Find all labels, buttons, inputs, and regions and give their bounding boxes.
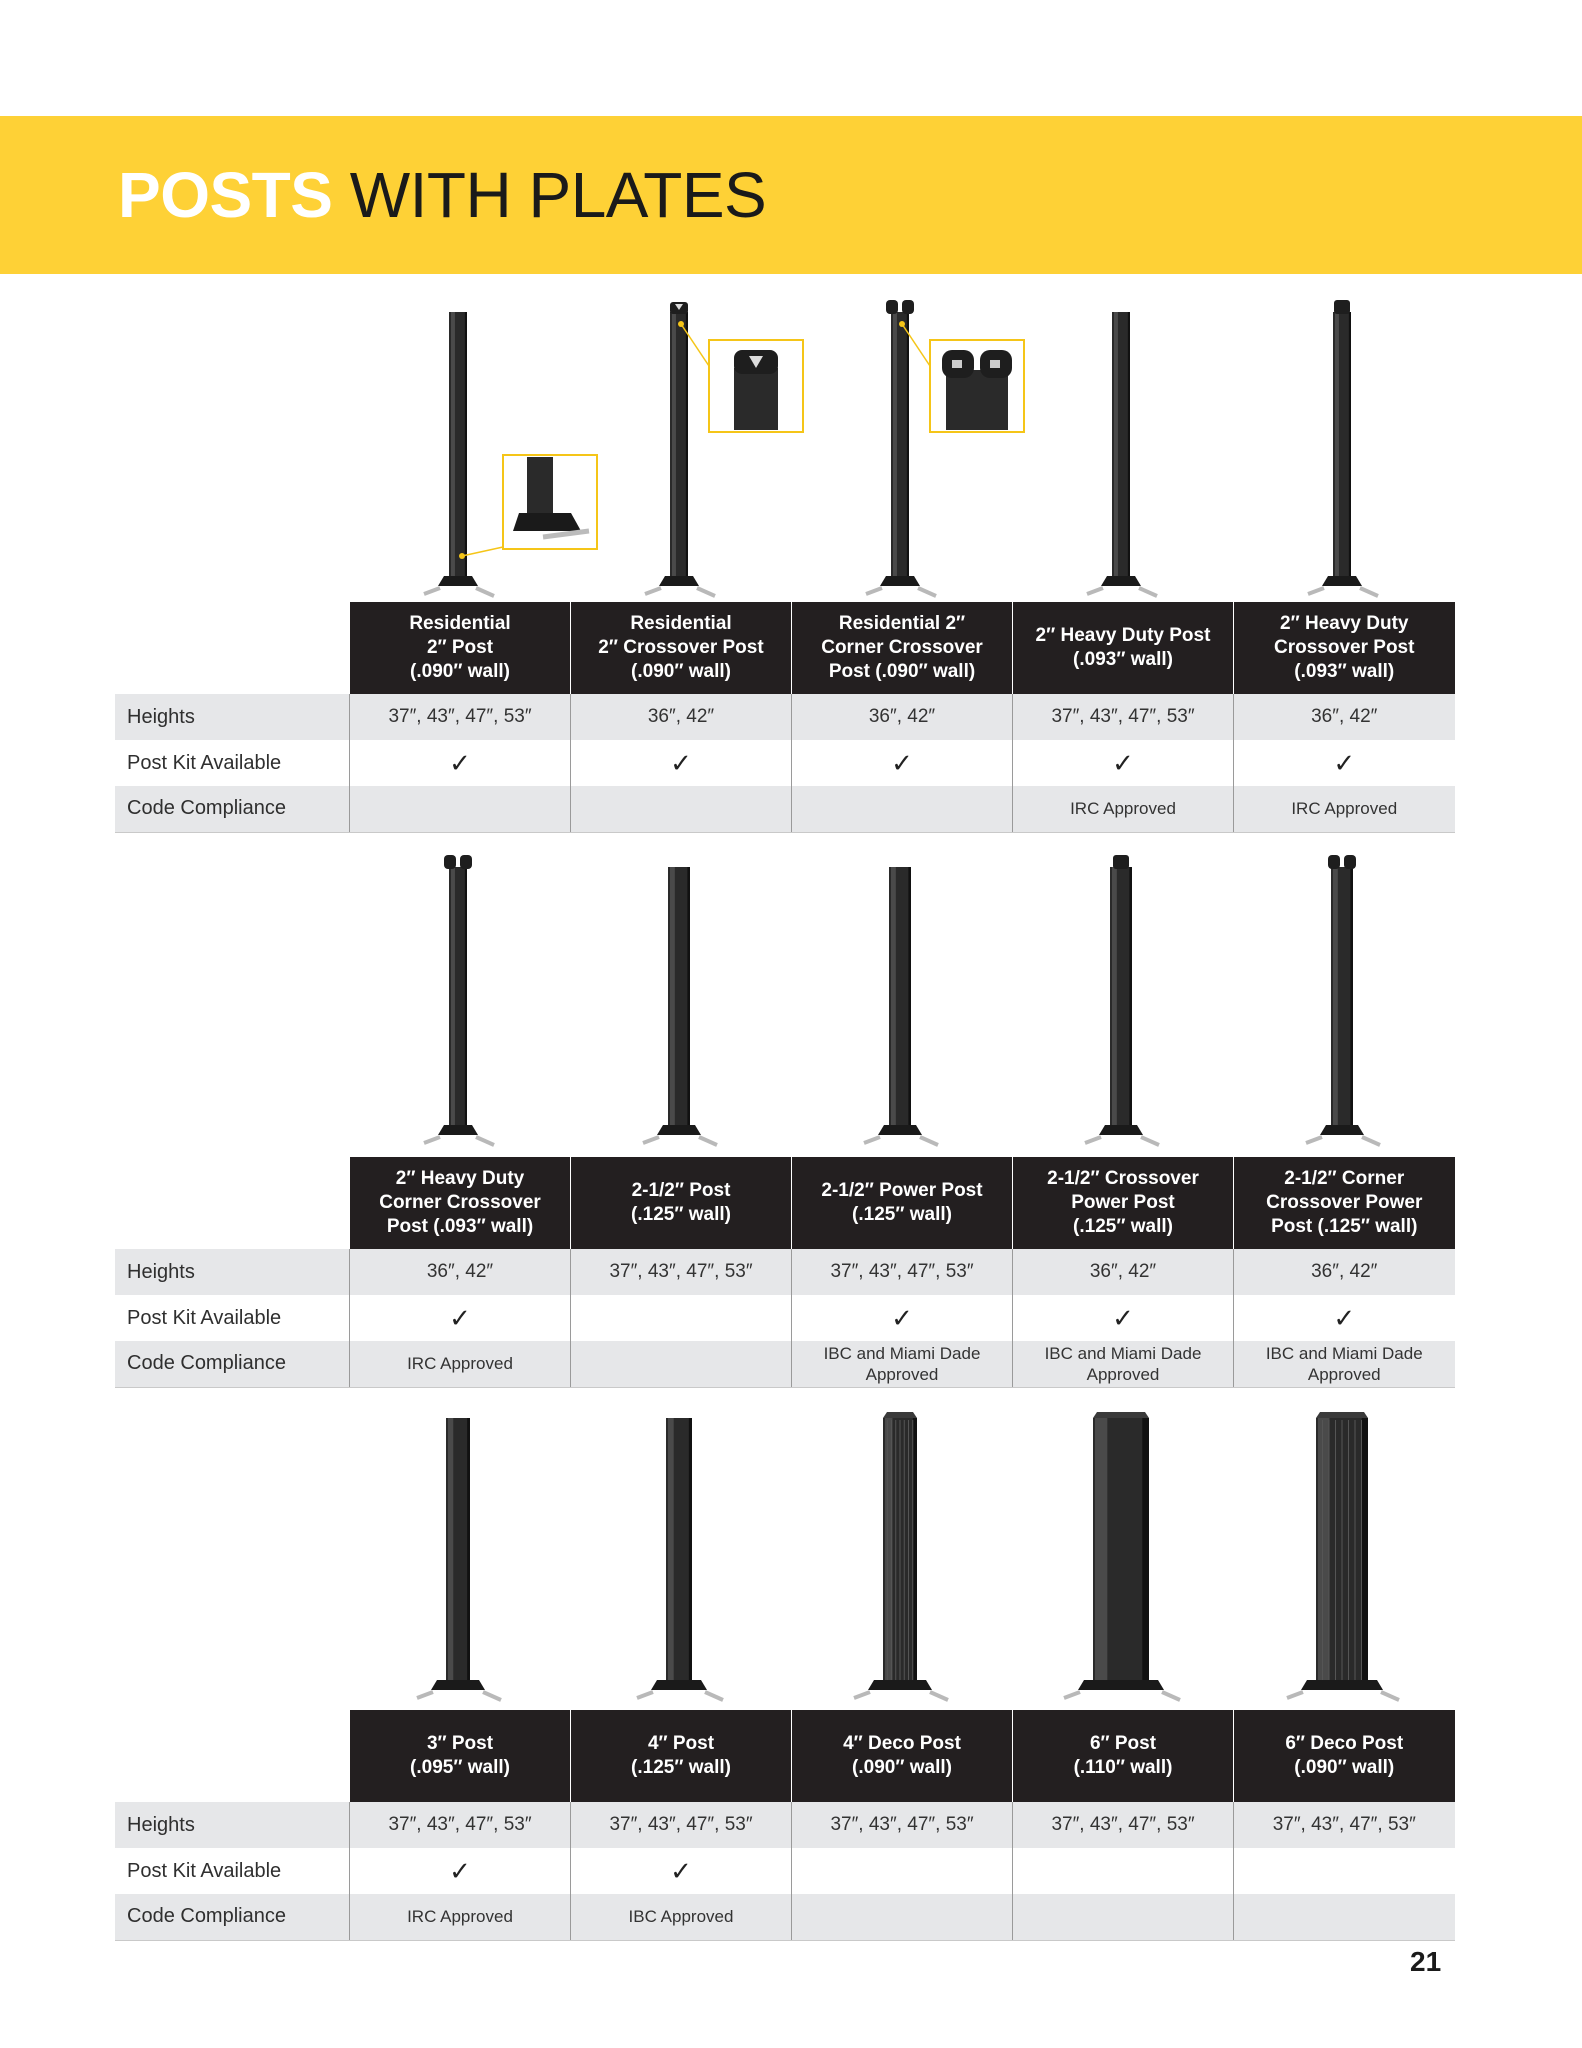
column-header: 2″ Heavy Duty Post (.093″ wall)	[1013, 602, 1234, 694]
row-label: Post Kit Available	[115, 1848, 350, 1894]
heights-cell: 36″, 42″	[1013, 1249, 1234, 1295]
code-compliance-cell: IRC Approved	[1013, 786, 1234, 832]
checkmark-icon: ✓	[792, 1295, 1013, 1341]
code-compliance-cell: IBC and Miami Dade Approved	[1234, 1341, 1455, 1387]
heights-cell: 36″, 42″	[571, 694, 792, 740]
checkmark-icon: ✓	[571, 1848, 792, 1894]
column-header: 2-1/2″ Crossover Power Post (.125″ wall)	[1013, 1157, 1234, 1249]
deco-post-6-icon	[1232, 1408, 1453, 1708]
heights-cell: 37″, 43″, 47″, 53″	[571, 1249, 792, 1295]
heights-row	[115, 1249, 1455, 1295]
post-kit-row	[115, 1295, 1455, 1341]
column-header: 3″ Post (.095″ wall)	[350, 1710, 571, 1802]
column-header: 6″ Deco Post (.090″ wall)	[1234, 1710, 1455, 1802]
heights-cell: 36″, 42″	[1234, 694, 1455, 740]
corner-crossover-power-post-icon	[1232, 855, 1453, 1155]
checkmark-icon: ✓	[350, 1295, 571, 1341]
row-label: Post Kit Available	[115, 1295, 350, 1341]
column-header: 2-1/2″ Power Post (.125″ wall)	[792, 1157, 1013, 1249]
heights-cell: 37″, 43″, 47″, 53″	[1013, 1802, 1234, 1848]
code-compliance-cell	[792, 1894, 1013, 1940]
corner-crossover-cap-detail-icon	[790, 300, 1011, 600]
heights-row	[115, 694, 1455, 740]
heights-cell: 36″, 42″	[1234, 1249, 1455, 1295]
post-2-5-icon	[569, 855, 790, 1155]
post-3-icon	[348, 1408, 569, 1708]
checkmark-icon: ✓	[350, 1848, 571, 1894]
column-header: 2″ Heavy Duty Corner Crossover Post (.093″ wall)	[350, 1157, 571, 1249]
deco-post-4-icon	[790, 1408, 1011, 1708]
post-6-icon	[1011, 1408, 1232, 1708]
checkmark-icon: ✓	[1013, 1295, 1234, 1341]
heavy-duty-crossover-post-icon	[1232, 300, 1453, 600]
heights-cell: 37″, 43″, 47″, 53″	[350, 1802, 571, 1848]
code-compliance-cell	[350, 786, 571, 832]
column-header: 2-1/2″ Corner Crossover Power Post (.125″ wall)	[1234, 1157, 1455, 1249]
post-4-icon	[569, 1408, 790, 1708]
row-label: Post Kit Available	[115, 740, 350, 786]
checkmark-icon: ✓	[1234, 1295, 1455, 1341]
heavy-duty-post-icon	[1011, 300, 1232, 600]
spec-table	[115, 1157, 1455, 1388]
heights-cell: 37″, 43″, 47″, 53″	[792, 1802, 1013, 1848]
code-compliance-cell: IRC Approved	[350, 1894, 571, 1940]
heights-cell: 37″, 43″, 47″, 53″	[1013, 694, 1234, 740]
row-label: Heights	[115, 1249, 350, 1295]
page-title-bold: POSTS	[118, 159, 333, 231]
crossover-power-post-icon	[1011, 855, 1232, 1155]
checkmark-icon: ✓	[1234, 740, 1455, 786]
code-compliance-cell: IBC and Miami Dade Approved	[792, 1341, 1013, 1387]
row-label: Heights	[115, 694, 350, 740]
heights-cell: 37″, 43″, 47″, 53″	[1234, 1802, 1455, 1848]
post-kit-row	[115, 740, 1455, 786]
code-compliance-row	[115, 1341, 1455, 1387]
code-compliance-cell	[571, 786, 792, 832]
spec-table	[115, 602, 1455, 833]
heights-cell: 37″, 43″, 47″, 53″	[571, 1802, 792, 1848]
code-compliance-row	[115, 786, 1455, 832]
code-compliance-cell: IRC Approved	[1234, 786, 1455, 832]
row-label: Code Compliance	[115, 786, 350, 832]
row-label: Code Compliance	[115, 1341, 350, 1387]
heights-cell: 36″, 42″	[792, 694, 1013, 740]
column-header: 6″ Post (.110″ wall)	[1013, 1710, 1234, 1802]
page-number: 21	[1410, 1946, 1442, 1977]
row-label: Code Compliance	[115, 1894, 350, 1940]
empty-corner	[115, 1710, 350, 1802]
checkmark-icon: ✓	[571, 740, 792, 786]
page-title-rest: WITH PLATES	[332, 159, 767, 231]
spec-table	[115, 1710, 1455, 1941]
page-title	[118, 160, 766, 230]
power-post-icon	[790, 855, 1011, 1155]
heights-row	[115, 1802, 1455, 1848]
post-kit-row	[115, 1848, 1455, 1894]
column-header: Residential 2″ Corner Crossover Post (.090″ wall)	[792, 602, 1013, 694]
column-header: 4″ Post (.125″ wall)	[571, 1710, 792, 1802]
code-compliance-cell: IRC Approved	[350, 1341, 571, 1387]
post-with-base-plate-detail-icon	[348, 300, 569, 600]
column-header: 4″ Deco Post (.090″ wall)	[792, 1710, 1013, 1802]
code-compliance-row	[115, 1894, 1455, 1940]
empty-cell	[1234, 1848, 1455, 1894]
column-header: Residential 2″ Post (.090″ wall)	[350, 602, 571, 694]
empty-corner	[115, 1157, 350, 1249]
heavy-duty-corner-crossover-post-icon	[348, 855, 569, 1155]
crossover-post-cap-detail-icon	[569, 300, 790, 600]
code-compliance-cell	[792, 786, 1013, 832]
code-compliance-cell	[571, 1341, 792, 1387]
code-compliance-cell	[1234, 1894, 1455, 1940]
column-header: 2-1/2″ Post (.125″ wall)	[571, 1157, 792, 1249]
heights-cell: 37″, 43″, 47″, 53″	[792, 1249, 1013, 1295]
empty-cell	[571, 1295, 792, 1341]
checkmark-icon: ✓	[350, 740, 571, 786]
title-banner	[0, 116, 1582, 274]
checkmark-icon: ✓	[792, 740, 1013, 786]
row-label: Heights	[115, 1802, 350, 1848]
empty-corner	[115, 602, 350, 694]
empty-cell	[1013, 1848, 1234, 1894]
column-header: Residential 2″ Crossover Post (.090″ wall)	[571, 602, 792, 694]
code-compliance-cell	[1013, 1894, 1234, 1940]
heights-cell: 37″, 43″, 47″, 53″	[350, 694, 571, 740]
code-compliance-cell: IBC Approved	[571, 1894, 792, 1940]
column-header: 2″ Heavy Duty Crossover Post (.093″ wall)	[1234, 602, 1455, 694]
heights-cell: 36″, 42″	[350, 1249, 571, 1295]
checkmark-icon: ✓	[1013, 740, 1234, 786]
code-compliance-cell: IBC and Miami Dade Approved	[1013, 1341, 1234, 1387]
empty-cell	[792, 1848, 1013, 1894]
